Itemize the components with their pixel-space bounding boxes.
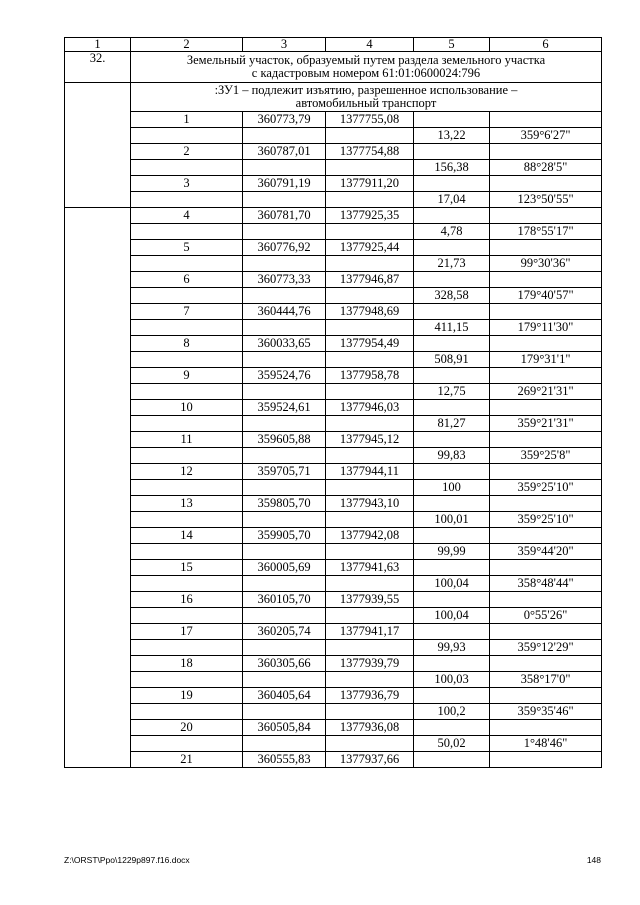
blank-cell xyxy=(326,672,414,688)
point-number: 14 xyxy=(131,528,243,544)
blank-cell xyxy=(490,560,602,576)
page-number: 148 xyxy=(586,855,601,865)
x-coordinate: 360791,19 xyxy=(243,176,326,192)
y-coordinate: 1377937,66 xyxy=(326,752,414,768)
blank-cell xyxy=(414,624,490,640)
blank-cell xyxy=(414,752,490,768)
point-row xyxy=(65,624,602,640)
segment-row xyxy=(65,288,602,304)
blank-cell xyxy=(414,336,490,352)
direction-angle: 359°6'27" xyxy=(490,128,602,144)
point-number: 21 xyxy=(131,752,243,768)
segment-row xyxy=(65,128,602,144)
blank-cell xyxy=(414,208,490,224)
blank-cell xyxy=(326,256,414,272)
point-number: 18 xyxy=(131,656,243,672)
point-row xyxy=(65,432,602,448)
x-coordinate: 360405,64 xyxy=(243,688,326,704)
point-row xyxy=(65,240,602,256)
y-coordinate: 1377939,79 xyxy=(326,656,414,672)
blank-cell xyxy=(490,144,602,160)
point-number: 4 xyxy=(131,208,243,224)
point-row xyxy=(65,144,602,160)
point-number: 11 xyxy=(131,432,243,448)
blank-cell xyxy=(490,496,602,512)
segment-row xyxy=(65,320,602,336)
blank-cell xyxy=(414,560,490,576)
segment-row xyxy=(65,160,602,176)
blank-cell xyxy=(131,160,243,176)
blank-cell xyxy=(414,368,490,384)
segment-length: 81,27 xyxy=(414,416,490,432)
y-coordinate: 1377925,35 xyxy=(326,208,414,224)
direction-angle: 359°21'31" xyxy=(490,416,602,432)
x-coordinate: 360444,76 xyxy=(243,304,326,320)
blank-cell xyxy=(326,544,414,560)
y-coordinate: 1377939,55 xyxy=(326,592,414,608)
blank-cell xyxy=(243,448,326,464)
x-coordinate: 360205,74 xyxy=(243,624,326,640)
section-title-row xyxy=(65,52,602,83)
segment-length: 99,93 xyxy=(414,640,490,656)
direction-angle: 359°44'20" xyxy=(490,544,602,560)
direction-angle: 88°28'5" xyxy=(490,160,602,176)
section-title-line: Земельный участок, образуемый путем раздела земельного участка xyxy=(186,53,546,67)
blank-cell xyxy=(414,656,490,672)
y-coordinate: 1377755,08 xyxy=(326,112,414,128)
blank-cell xyxy=(490,368,602,384)
blank-cell xyxy=(414,432,490,448)
blank-cell xyxy=(490,528,602,544)
point-number: 8 xyxy=(131,336,243,352)
point-number: 1 xyxy=(131,112,243,128)
segment-length: 99,83 xyxy=(414,448,490,464)
segment-length: 100,2 xyxy=(414,704,490,720)
point-row xyxy=(65,400,602,416)
blank-cell xyxy=(243,480,326,496)
blank-cell xyxy=(326,576,414,592)
column-number: 2 xyxy=(131,38,243,52)
point-row xyxy=(65,496,602,512)
blank-cell xyxy=(490,304,602,320)
blank-cell xyxy=(243,576,326,592)
direction-angle: 179°11'30" xyxy=(490,320,602,336)
column-number: 6 xyxy=(490,38,602,52)
blank-cell xyxy=(131,128,243,144)
direction-angle: 99°30'36" xyxy=(490,256,602,272)
blank-cell xyxy=(65,83,131,208)
blank-cell xyxy=(326,288,414,304)
y-coordinate: 1377936,08 xyxy=(326,720,414,736)
file-path: Z:\ORST\Ppo\1229p897.f16.docx xyxy=(64,855,190,865)
subsection-title-line: :ЗУ1 – подлежит изъятию, разрешенное использование – xyxy=(214,83,518,97)
coordinates-table xyxy=(64,37,602,768)
segment-length: 411,15 xyxy=(414,320,490,336)
segment-length: 100,01 xyxy=(414,512,490,528)
segment-length: 508,91 xyxy=(414,352,490,368)
segment-length: 13,22 xyxy=(414,128,490,144)
point-number: 3 xyxy=(131,176,243,192)
x-coordinate: 360505,84 xyxy=(243,720,326,736)
segment-length: 12,75 xyxy=(414,384,490,400)
point-number: 15 xyxy=(131,560,243,576)
blank-cell xyxy=(326,704,414,720)
column-number: 1 xyxy=(65,38,131,52)
x-coordinate: 359524,61 xyxy=(243,400,326,416)
segment-length: 156,38 xyxy=(414,160,490,176)
segment-length: 100,04 xyxy=(414,608,490,624)
blank-cell xyxy=(326,160,414,176)
blank-cell xyxy=(326,352,414,368)
point-row xyxy=(65,528,602,544)
blank-cell xyxy=(243,416,326,432)
point-row xyxy=(65,560,602,576)
direction-angle: 123°50'55" xyxy=(490,192,602,208)
segment-length: 17,04 xyxy=(414,192,490,208)
blank-cell xyxy=(490,176,602,192)
point-row xyxy=(65,112,602,128)
point-number: 9 xyxy=(131,368,243,384)
x-coordinate: 360787,01 xyxy=(243,144,326,160)
x-coordinate: 359524,76 xyxy=(243,368,326,384)
point-row xyxy=(65,272,602,288)
x-coordinate: 360781,70 xyxy=(243,208,326,224)
point-row xyxy=(65,720,602,736)
blank-cell xyxy=(131,608,243,624)
blank-cell xyxy=(243,224,326,240)
blank-cell xyxy=(414,240,490,256)
x-coordinate: 360105,70 xyxy=(243,592,326,608)
direction-angle: 269°21'31" xyxy=(490,384,602,400)
blank-cell xyxy=(414,592,490,608)
blank-cell xyxy=(490,336,602,352)
segment-row xyxy=(65,736,602,752)
blank-cell xyxy=(243,288,326,304)
direction-angle: 0°55'26" xyxy=(490,608,602,624)
point-number: 2 xyxy=(131,144,243,160)
column-number: 3 xyxy=(243,38,326,52)
segment-row xyxy=(65,384,602,400)
blank-cell xyxy=(243,512,326,528)
point-row xyxy=(65,752,602,768)
direction-angle: 359°35'46" xyxy=(490,704,602,720)
blank-cell xyxy=(131,704,243,720)
segment-row xyxy=(65,640,602,656)
blank-cell xyxy=(131,448,243,464)
x-coordinate: 359605,88 xyxy=(243,432,326,448)
blank-cell xyxy=(414,528,490,544)
direction-angle: 178°55'17" xyxy=(490,224,602,240)
y-coordinate: 1377925,44 xyxy=(326,240,414,256)
segment-row xyxy=(65,256,602,272)
x-coordinate: 359705,71 xyxy=(243,464,326,480)
blank-cell xyxy=(490,432,602,448)
y-coordinate: 1377946,03 xyxy=(326,400,414,416)
blank-cell xyxy=(326,736,414,752)
blank-cell xyxy=(326,448,414,464)
point-row xyxy=(65,208,602,224)
point-number: 10 xyxy=(131,400,243,416)
direction-angle: 179°40'57" xyxy=(490,288,602,304)
blank-cell xyxy=(243,672,326,688)
segment-row xyxy=(65,480,602,496)
direction-angle: 358°17'0" xyxy=(490,672,602,688)
blank-cell xyxy=(490,112,602,128)
blank-cell xyxy=(490,624,602,640)
direction-angle: 359°12'29" xyxy=(490,640,602,656)
blank-cell xyxy=(243,736,326,752)
blank-cell xyxy=(414,144,490,160)
point-number: 12 xyxy=(131,464,243,480)
blank-cell xyxy=(490,720,602,736)
y-coordinate: 1377945,12 xyxy=(326,432,414,448)
column-number: 5 xyxy=(414,38,490,52)
direction-angle: 359°25'10" xyxy=(490,512,602,528)
blank-cell xyxy=(131,256,243,272)
blank-cell xyxy=(326,224,414,240)
point-number: 7 xyxy=(131,304,243,320)
x-coordinate: 360555,83 xyxy=(243,752,326,768)
blank-cell xyxy=(326,384,414,400)
segment-length: 21,73 xyxy=(414,256,490,272)
x-coordinate: 359805,70 xyxy=(243,496,326,512)
blank-cell xyxy=(243,192,326,208)
y-coordinate: 1377941,17 xyxy=(326,624,414,640)
blank-cell xyxy=(490,752,602,768)
segment-length: 100,03 xyxy=(414,672,490,688)
point-row xyxy=(65,656,602,672)
blank-cell xyxy=(243,704,326,720)
point-number: 5 xyxy=(131,240,243,256)
segment-length: 100 xyxy=(414,480,490,496)
segment-row xyxy=(65,352,602,368)
blank-cell xyxy=(243,128,326,144)
subsection-title-line: автомобильный транспорт xyxy=(295,96,437,110)
y-coordinate: 1377954,49 xyxy=(326,336,414,352)
point-row xyxy=(65,304,602,320)
segment-length: 99,99 xyxy=(414,544,490,560)
y-coordinate: 1377941,63 xyxy=(326,560,414,576)
blank-cell xyxy=(326,416,414,432)
point-row xyxy=(65,464,602,480)
blank-cell xyxy=(326,192,414,208)
blank-cell xyxy=(131,224,243,240)
blank-cell xyxy=(243,384,326,400)
blank-cell xyxy=(131,384,243,400)
blank-cell xyxy=(131,576,243,592)
x-coordinate: 360773,79 xyxy=(243,112,326,128)
blank-cell xyxy=(326,480,414,496)
blank-cell xyxy=(131,320,243,336)
blank-cell xyxy=(490,464,602,480)
point-row xyxy=(65,688,602,704)
blank-cell xyxy=(131,352,243,368)
blank-cell xyxy=(490,656,602,672)
segment-row xyxy=(65,576,602,592)
blank-cell xyxy=(243,544,326,560)
segment-row xyxy=(65,544,602,560)
point-number: 16 xyxy=(131,592,243,608)
blank-cell xyxy=(131,480,243,496)
blank-cell xyxy=(243,160,326,176)
y-coordinate: 1377754,88 xyxy=(326,144,414,160)
blank-cell xyxy=(243,352,326,368)
point-number: 19 xyxy=(131,688,243,704)
x-coordinate: 360033,65 xyxy=(243,336,326,352)
y-coordinate: 1377948,69 xyxy=(326,304,414,320)
direction-angle: 179°31'1" xyxy=(490,352,602,368)
y-coordinate: 1377936,79 xyxy=(326,688,414,704)
blank-cell xyxy=(490,240,602,256)
direction-angle: 359°25'8" xyxy=(490,448,602,464)
blank-cell xyxy=(131,672,243,688)
blank-cell xyxy=(326,128,414,144)
blank-cell xyxy=(490,208,602,224)
segment-row xyxy=(65,416,602,432)
y-coordinate: 1377911,20 xyxy=(326,176,414,192)
x-coordinate: 360773,33 xyxy=(243,272,326,288)
x-coordinate: 360776,92 xyxy=(243,240,326,256)
blank-cell xyxy=(326,640,414,656)
blank-cell xyxy=(243,608,326,624)
blank-cell xyxy=(131,288,243,304)
blank-cell xyxy=(414,112,490,128)
section-title-line: с кадастровым номером 61:01:0600024:796 xyxy=(251,66,481,80)
blank-cell xyxy=(490,592,602,608)
segment-length: 50,02 xyxy=(414,736,490,752)
segment-row xyxy=(65,704,602,720)
subsection-title xyxy=(131,83,602,112)
blank-cell xyxy=(131,512,243,528)
blank-cell xyxy=(243,256,326,272)
blank-cell xyxy=(414,464,490,480)
direction-angle: 359°25'10" xyxy=(490,480,602,496)
blank-cell xyxy=(414,176,490,192)
blank-cell xyxy=(414,304,490,320)
y-coordinate: 1377942,08 xyxy=(326,528,414,544)
point-number: 17 xyxy=(131,624,243,640)
y-coordinate: 1377946,87 xyxy=(326,272,414,288)
blank-cell xyxy=(65,208,131,768)
segment-length: 328,58 xyxy=(414,288,490,304)
blank-cell xyxy=(243,320,326,336)
blank-cell xyxy=(131,640,243,656)
segment-row xyxy=(65,512,602,528)
blank-cell xyxy=(326,320,414,336)
x-coordinate: 359905,70 xyxy=(243,528,326,544)
column-number-row xyxy=(65,38,602,52)
blank-cell xyxy=(131,192,243,208)
subsection-title-row xyxy=(65,83,602,112)
blank-cell xyxy=(131,544,243,560)
segment-length: 4,78 xyxy=(414,224,490,240)
direction-angle: 1°48'46" xyxy=(490,736,602,752)
blank-cell xyxy=(131,736,243,752)
y-coordinate: 1377944,11 xyxy=(326,464,414,480)
column-number: 4 xyxy=(326,38,414,52)
blank-cell xyxy=(326,608,414,624)
blank-cell xyxy=(326,512,414,528)
y-coordinate: 1377943,10 xyxy=(326,496,414,512)
point-row xyxy=(65,368,602,384)
point-number: 13 xyxy=(131,496,243,512)
x-coordinate: 360005,69 xyxy=(243,560,326,576)
point-row xyxy=(65,592,602,608)
segment-row xyxy=(65,448,602,464)
segment-row xyxy=(65,192,602,208)
point-number: 6 xyxy=(131,272,243,288)
blank-cell xyxy=(243,640,326,656)
blank-cell xyxy=(490,688,602,704)
section-title xyxy=(131,52,602,83)
segment-row xyxy=(65,608,602,624)
point-row xyxy=(65,176,602,192)
point-number: 20 xyxy=(131,720,243,736)
blank-cell xyxy=(414,272,490,288)
segment-row xyxy=(65,224,602,240)
segment-length: 100,04 xyxy=(414,576,490,592)
point-row xyxy=(65,336,602,352)
blank-cell xyxy=(414,400,490,416)
blank-cell xyxy=(414,720,490,736)
y-coordinate: 1377958,78 xyxy=(326,368,414,384)
segment-row xyxy=(65,672,602,688)
blank-cell xyxy=(131,416,243,432)
section-number: 32. xyxy=(65,52,131,83)
blank-cell xyxy=(414,496,490,512)
direction-angle: 358°48'44" xyxy=(490,576,602,592)
blank-cell xyxy=(490,272,602,288)
blank-cell xyxy=(414,688,490,704)
blank-cell xyxy=(490,400,602,416)
x-coordinate: 360305,66 xyxy=(243,656,326,672)
